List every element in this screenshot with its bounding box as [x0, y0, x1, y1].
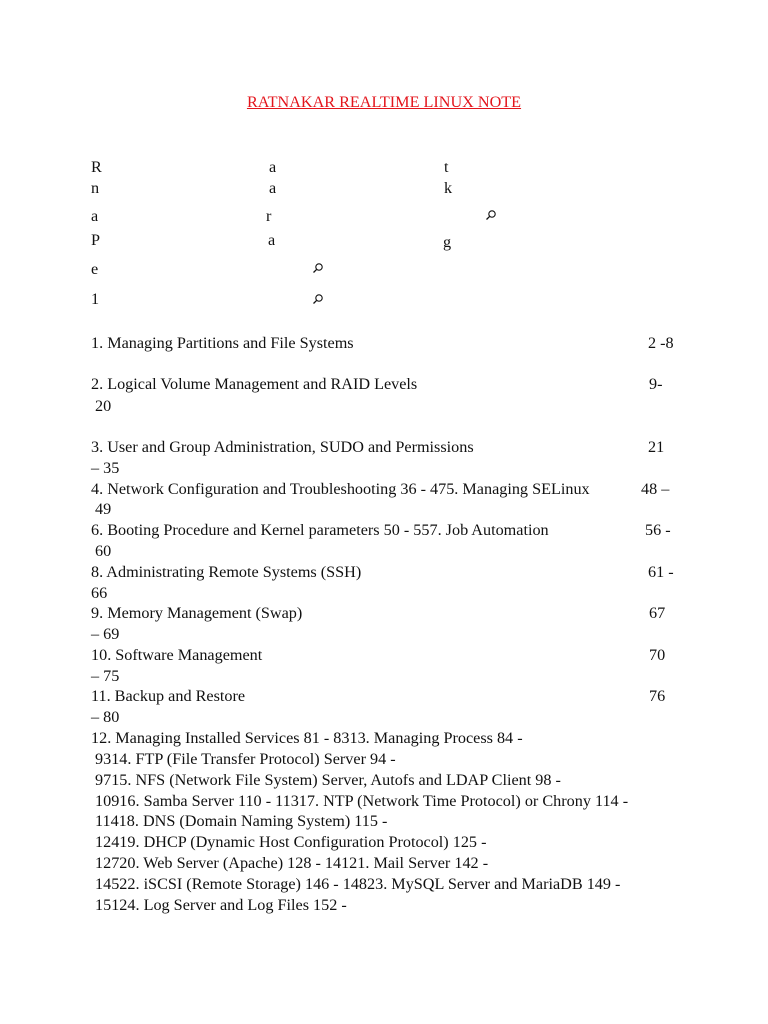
toc-page-number: 61 - — [648, 563, 674, 581]
letter-fragment: g — [443, 233, 452, 251]
letter-fragment: e — [91, 260, 99, 278]
document-title — [0, 92, 768, 112]
toc-entry: 11. Backup and Restore — [91, 687, 246, 705]
toc-page-number: 2 -8 — [648, 334, 674, 352]
toc-page-number: – 80 — [91, 708, 120, 726]
toc-entry: 9314. FTP (File Transfer Protocol) Server 94 - — [95, 750, 396, 768]
toc-page-number: – 75 — [91, 667, 120, 685]
toc-entry: 12720. Web Server (Apache) 128 - 14121. Mail Server 142 - — [95, 854, 489, 872]
toc-entry: 1. Managing Partitions and File Systems — [91, 334, 354, 352]
magnifier-icon — [312, 293, 324, 305]
toc-entry: 12. Managing Installed Services 81 - 8313. Managing Process 84 - — [91, 729, 523, 747]
toc-entry: 15124. Log Server and Log Files 152 - — [95, 896, 347, 914]
toc-page-number: 20 — [95, 397, 112, 415]
toc-page-number: 60 — [95, 542, 112, 560]
toc-entry: 9. Memory Management (Swap) — [91, 604, 303, 622]
letter-fragment: a — [268, 231, 276, 249]
letter-fragment: a — [269, 179, 277, 197]
letter-fragment: t — [444, 158, 449, 176]
toc-entry: 10. Software Management — [91, 646, 263, 664]
toc-page-number: 70 — [649, 646, 666, 664]
toc-entry: 8. Administrating Remote Systems (SSH) — [91, 563, 362, 581]
toc-entry: 12419. DHCP (Dynamic Host Configuration Protocol) 125 - — [95, 833, 487, 851]
toc-entry: 14522. iSCSI (Remote Storage) 146 - 14823. MySQL Server and MariaDB 149 - — [95, 875, 621, 893]
toc-entry: 11418. DNS (Domain Naming System) 115 - — [95, 812, 388, 830]
toc-page-number: 56 - — [645, 521, 671, 539]
letter-fragment: n — [91, 179, 100, 197]
toc-page-number: – 69 — [91, 625, 120, 643]
letter-fragment: a — [91, 207, 99, 225]
document-title-text: RATNAKAR REALTIME LINUX NOTE — [246, 93, 522, 111]
letter-fragment: P — [91, 231, 101, 249]
letter-fragment: 1 — [91, 290, 100, 308]
toc-entry: 9715. NFS (Network File System) Server, Autofs and LDAP Client 98 - — [95, 771, 561, 789]
letter-fragment: k — [444, 179, 453, 197]
toc-page-number: 48 – — [641, 480, 670, 498]
toc-page-number: 66 — [91, 584, 108, 602]
toc-page-number: 49 — [95, 500, 112, 518]
magnifier-icon — [485, 209, 497, 221]
toc-page-number: 76 — [649, 687, 666, 705]
toc-page-number: 67 — [649, 604, 666, 622]
toc-page-number: – 35 — [91, 459, 120, 477]
letter-fragment: r — [266, 207, 272, 225]
magnifier-icon — [312, 262, 324, 274]
letter-fragment: a — [269, 158, 277, 176]
toc-entry: 2. Logical Volume Management and RAID Levels — [91, 375, 418, 393]
toc-page-number: 21 — [648, 438, 665, 456]
toc-page-number: 9- — [649, 375, 663, 393]
letter-fragment: R — [91, 158, 102, 176]
toc-entry: 4. Network Configuration and Troubleshooting 36 - 475. Managing SELinux — [91, 480, 590, 498]
toc-entry: 10916. Samba Server 110 - 11317. NTP (Network Time Protocol) or Chrony 114 - — [95, 792, 629, 810]
toc-entry: 6. Booting Procedure and Kernel parameters 50 - 557. Job Automation — [91, 521, 549, 539]
toc-entry: 3. User and Group Administration, SUDO and Permissions — [91, 438, 474, 456]
